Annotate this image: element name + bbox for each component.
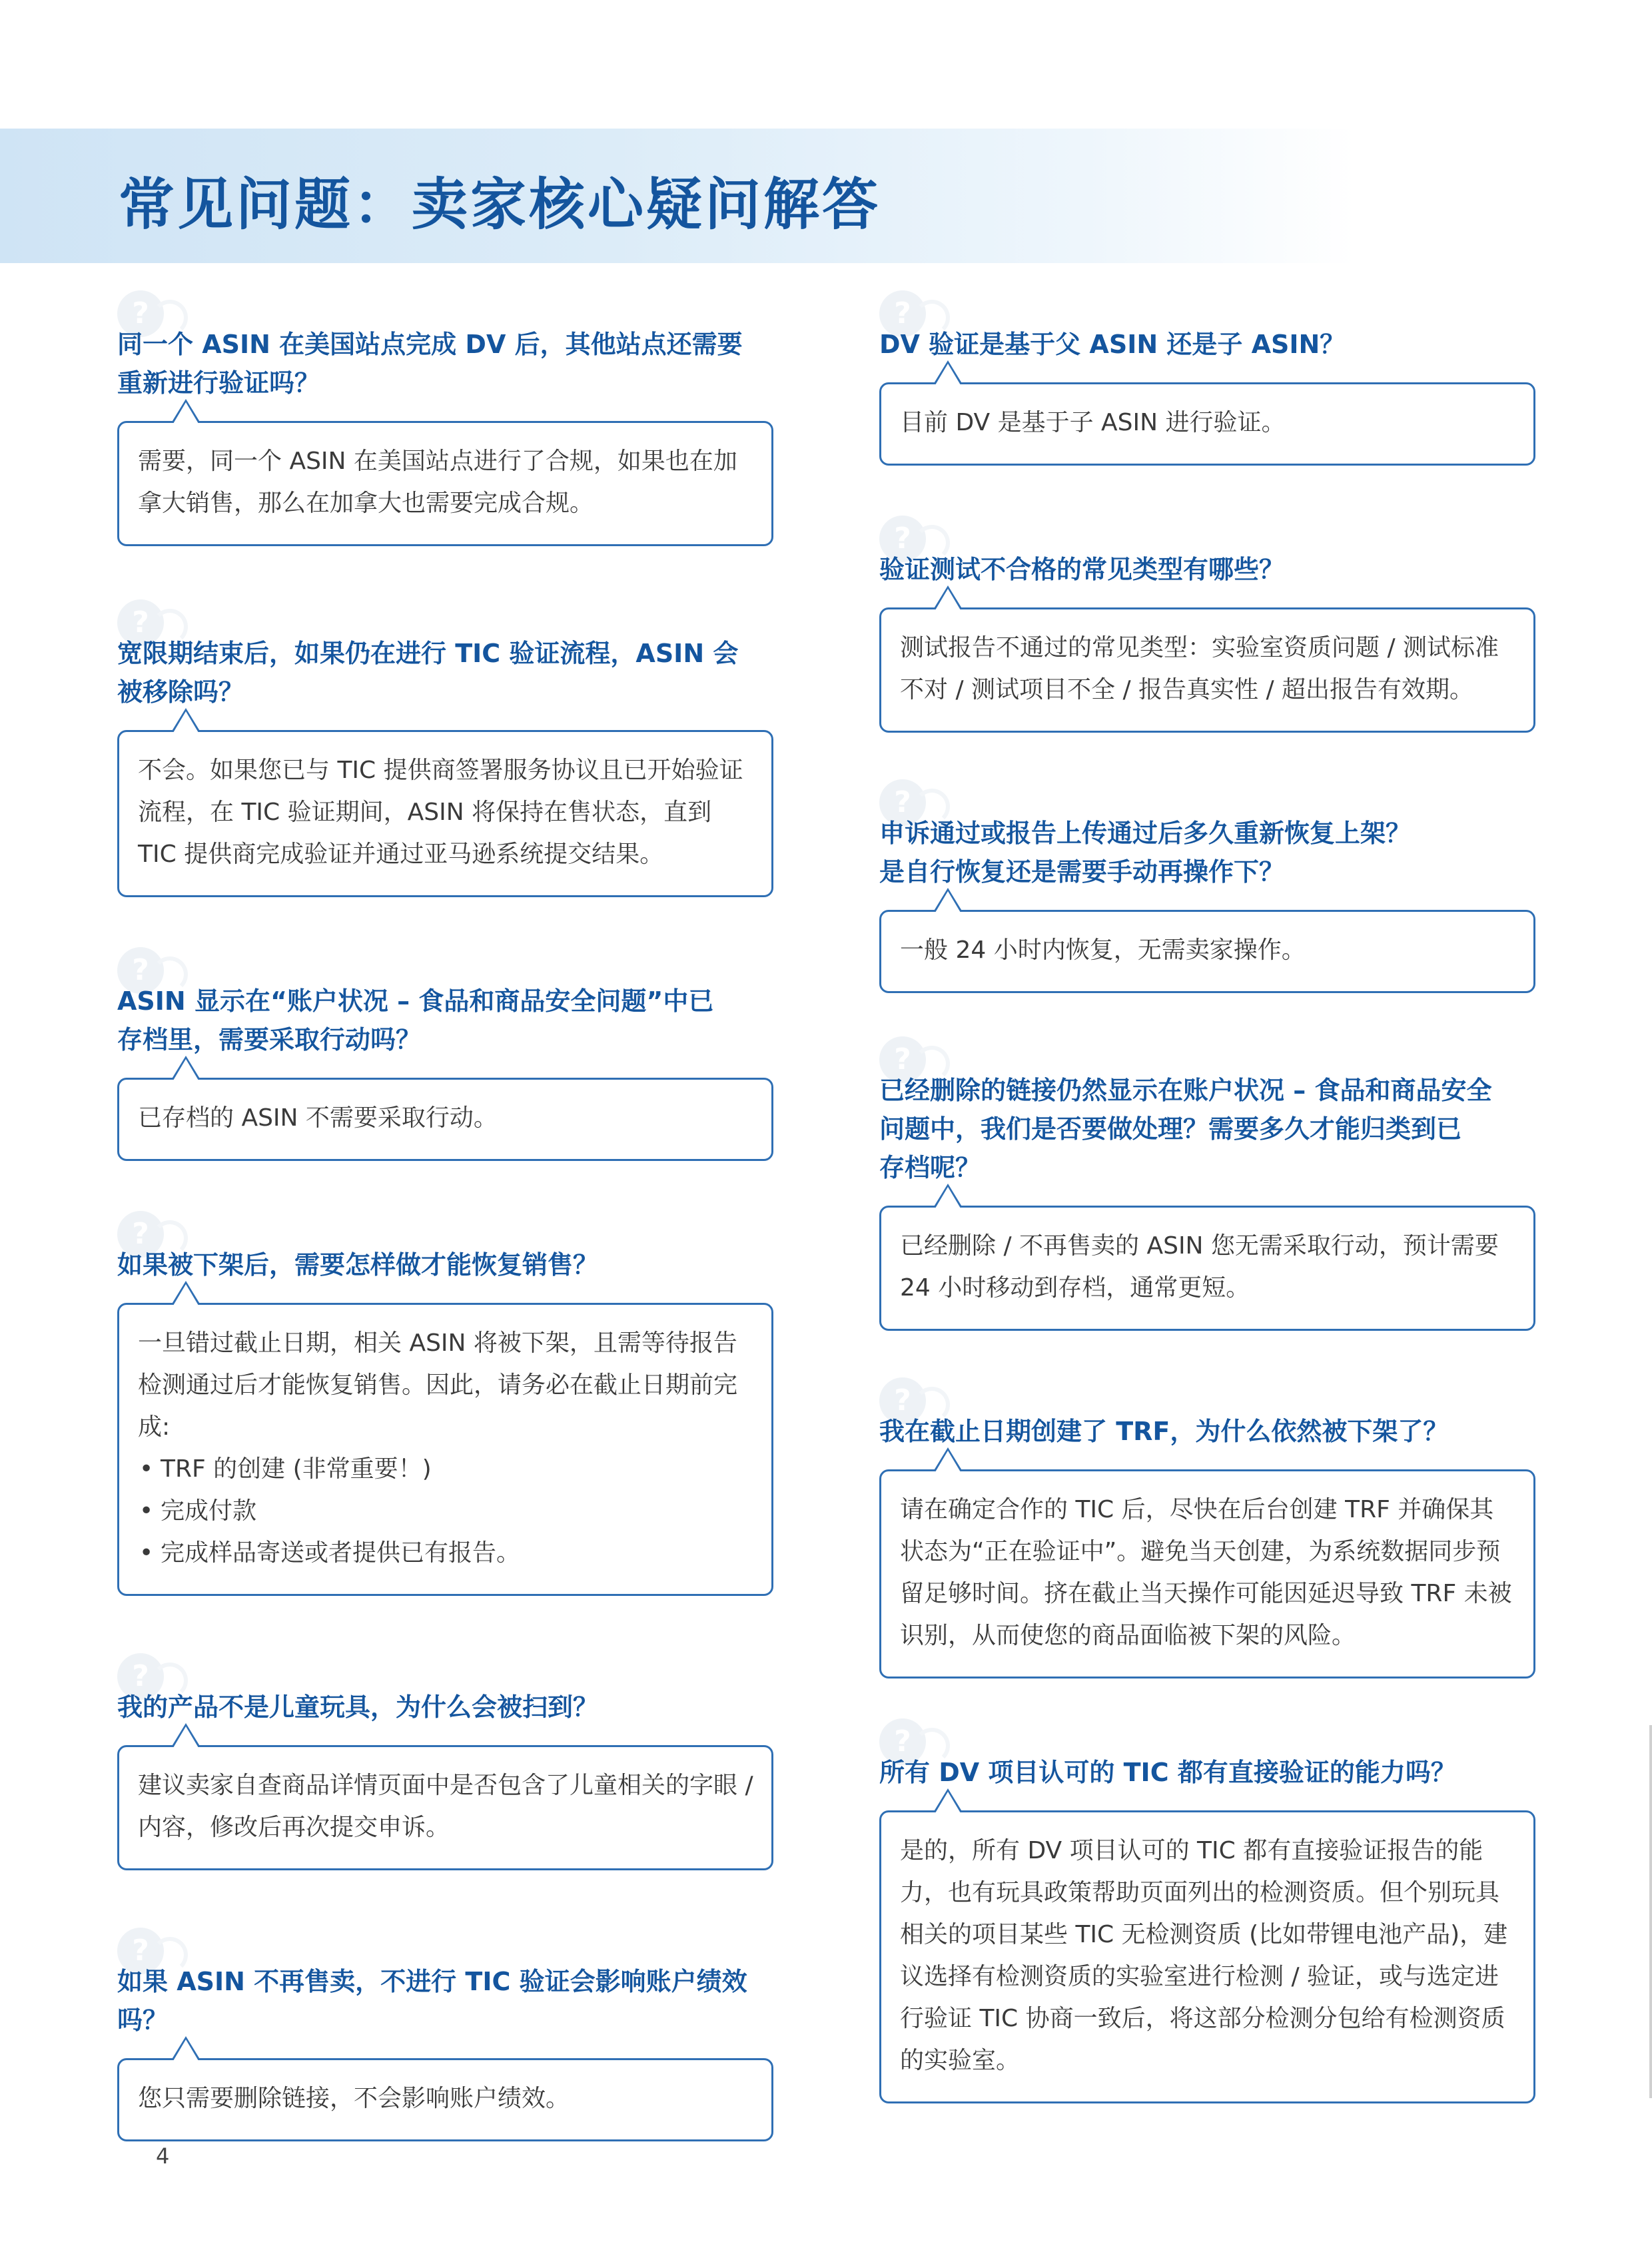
faq-question: 宽限期结束后，如果仍在进行 TIC 验证流程，ASIN 会 被移除吗？ bbox=[117, 639, 739, 707]
bullet-list bbox=[138, 1448, 754, 1574]
faq-question: DV 验证是基于父 ASIN 还是子 ASIN？ bbox=[879, 330, 1346, 359]
faq-question: 同一个 ASIN 在美国站点完成 DV 后，其他站点还需要 重新进行验证吗？ bbox=[117, 330, 743, 398]
question-mark-icon: ? bbox=[117, 1928, 164, 1974]
faq-answer-box bbox=[117, 2058, 773, 2141]
faq-question: 我在截止日期创建了 TRF，为什么依然被下架了？ bbox=[879, 1417, 1449, 1446]
faq-item bbox=[879, 1383, 1535, 1679]
faq-answer-box bbox=[879, 1206, 1535, 1331]
faq-question: 申诉通过或报告上传通过后多久重新恢复上架？ 是自行恢复还是需要手动再操作下？ bbox=[879, 819, 1412, 887]
faq-question: 我的产品不是儿童玩具，为什么会被扫到？ bbox=[117, 1692, 599, 1722]
faq-answer-box bbox=[117, 1745, 773, 1870]
faq-item bbox=[117, 1659, 773, 1870]
list-item: • 完成样品寄送或者提供已有报告。 bbox=[161, 1532, 754, 1574]
faq-item bbox=[879, 785, 1535, 993]
faq-question: 如果被下架后，需要怎样做才能恢复销售？ bbox=[117, 1250, 599, 1280]
faq-question: 所有 DV 项目认可的 TIC 都有直接验证的能力吗？ bbox=[879, 1758, 1456, 1787]
faq-question: ASIN 显示在“账户状况 – 食品和商品安全问题”中已 存档里，需要采取行动吗？ bbox=[117, 986, 714, 1054]
page-title: 常见问题：卖家核心疑问解答 bbox=[119, 172, 881, 237]
faq-answer-box bbox=[879, 1469, 1535, 1679]
page-number: 4 bbox=[156, 2143, 170, 2169]
faq-answer: 是的，所有 DV 项目认可的 TIC 都有直接验证报告的能力，也有玩具政策帮助页面列出的检测资质。但个别玩具相关的项目某些 TIC 无检测资质 (比如带锂电池产品)，建议选择有检测资质的实验室进行检测 / 验证，或与选定进行验证 TIC 协商一致后，将这部分检测分包给有检测资质的实验室。 bbox=[900, 1837, 1508, 2074]
edge-divider bbox=[1649, 1725, 1652, 2098]
faq-answer-box bbox=[879, 910, 1535, 993]
faq-item bbox=[117, 953, 773, 1161]
faq-answer-box bbox=[117, 730, 773, 897]
faq-question: 如果 ASIN 不再售卖，不进行 TIC 验证会影响账户绩效吗？ bbox=[117, 1967, 747, 2035]
faq-question: 验证测试不合格的常见类型有哪些？ bbox=[879, 555, 1285, 584]
question-mark-icon: ? bbox=[879, 1036, 926, 1083]
faq-answer: 测试报告不通过的常见类型：实验室资质问题 / 测试标准不对 / 测试项目不全 / 报告真实性 / 超出报告有效期。 bbox=[900, 634, 1499, 703]
faq-item bbox=[117, 605, 773, 897]
faq-answer-box bbox=[117, 1303, 773, 1596]
faq-item bbox=[117, 1934, 773, 2141]
faq-item bbox=[879, 1724, 1535, 2103]
faq-answer: 您只需要删除链接，不会影响账户绩效。 bbox=[138, 2085, 570, 2112]
faq-item bbox=[879, 1042, 1535, 1331]
question-mark-icon: ? bbox=[117, 1211, 164, 1258]
faq-answer-box bbox=[117, 421, 773, 546]
question-mark-icon: ? bbox=[117, 947, 164, 994]
faq-answer-box bbox=[879, 607, 1535, 733]
question-mark-icon: ? bbox=[117, 1653, 164, 1700]
faq-question: 已经删除的链接仍然显示在账户状况 – 食品和商品安全 问题中，我们是否要做处理？需要多久才能归类到已 存档呢？ bbox=[879, 1076, 1492, 1182]
question-mark-icon: ? bbox=[879, 516, 926, 562]
question-mark-icon: ? bbox=[879, 1718, 926, 1765]
faq-answer: 目前 DV 是基于子 ASIN 进行验证。 bbox=[900, 409, 1286, 436]
question-mark-icon: ? bbox=[117, 599, 164, 646]
faq-item bbox=[879, 522, 1535, 733]
list-item: • 完成付款 bbox=[161, 1490, 754, 1532]
faq-answer: 已经删除 / 不再售卖的 ASIN 您无需采取行动，预计需要 24 小时移动到存档，通常更短。 bbox=[900, 1232, 1499, 1302]
faq-answer: 请在确定合作的 TIC 后，尽快在后台创建 TRF 并确保其状态为“正在验证中”。避免当天创建，为系统数据同步预留足够时间。挤在截止当天操作可能因延迟导致 TRF 未被识别，从而使您的商品面临被下架的风险。 bbox=[900, 1496, 1512, 1649]
faq-item bbox=[879, 296, 1535, 466]
faq-answer: 不会。如果您已与 TIC 提供商签署服务协议且已开始验证流程，在 TIC 验证期间，ASIN 将保持在售状态，直到 TIC 提供商完成验证并通过亚马逊系统提交结果。 bbox=[138, 757, 743, 868]
faq-answer: 已存档的 ASIN 不需要采取行动。 bbox=[138, 1104, 498, 1132]
faq-answer-box bbox=[117, 1078, 773, 1161]
faq-answer: 一般 24 小时内恢复，无需卖家操作。 bbox=[900, 936, 1306, 964]
list-item: • TRF 的创建 (非常重要！) bbox=[161, 1448, 754, 1490]
question-mark-icon: ? bbox=[117, 290, 164, 337]
question-mark-icon: ? bbox=[879, 1377, 926, 1424]
faq-answer: 需要，同一个 ASIN 在美国站点进行了合规，如果也在加拿大销售，那么在加拿大也需要完成合规。 bbox=[138, 448, 737, 517]
faq-answer: 一旦错过截止日期，相关 ASIN 将被下架，且需等待报告检测通过后才能恢复销售。因此，请务必在截止日期前完成: bbox=[138, 1329, 738, 1441]
question-mark-icon: ? bbox=[879, 290, 926, 337]
faq-answer: 建议卖家自查商品详情页面中是否包含了儿童相关的字眼 / 内容，修改后再次提交申诉。 bbox=[138, 1772, 753, 1841]
faq-item bbox=[117, 1217, 773, 1596]
faq-answer-box bbox=[879, 382, 1535, 466]
faq-item bbox=[117, 296, 773, 546]
faq-answer-box bbox=[879, 1810, 1535, 2103]
question-mark-icon: ? bbox=[879, 779, 926, 826]
